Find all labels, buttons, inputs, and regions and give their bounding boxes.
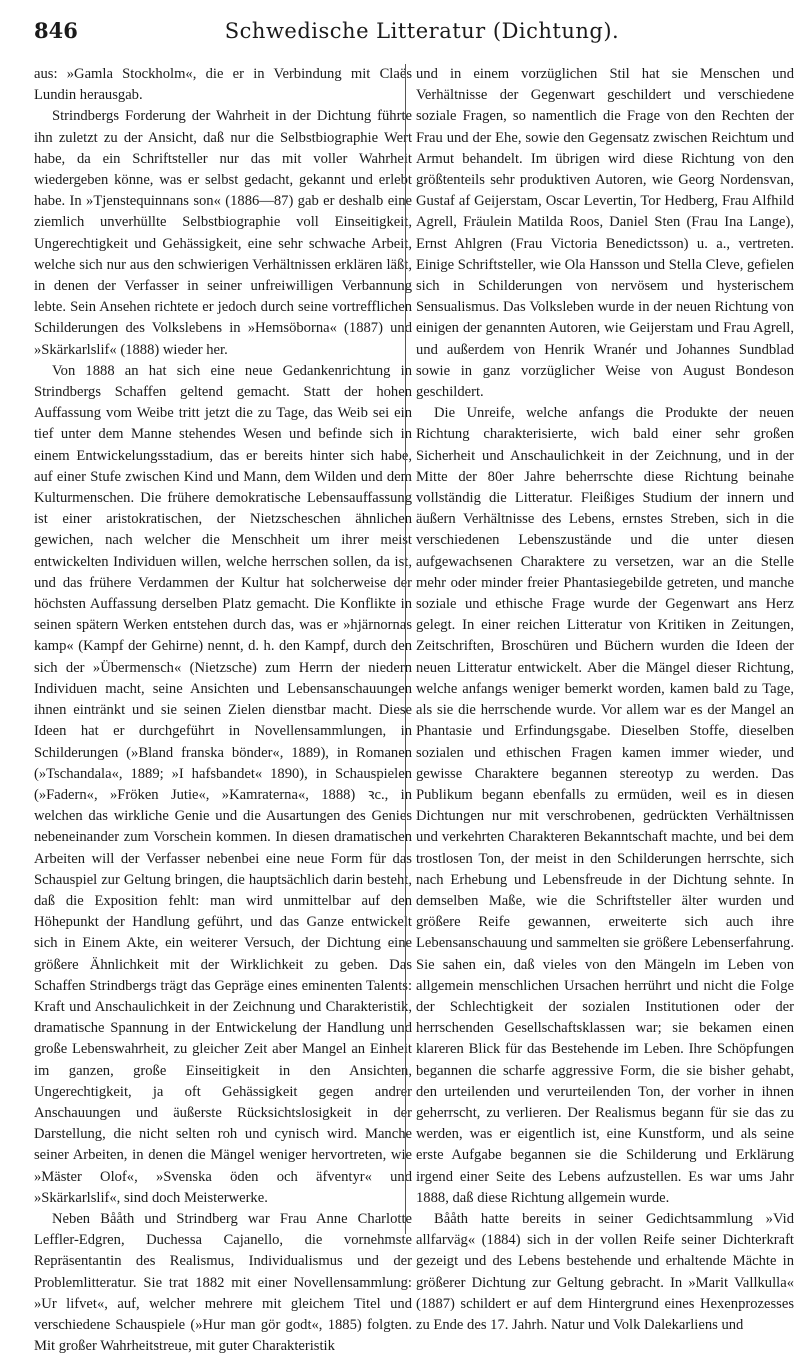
paragraph: Die Unreife, welche anfangs die Produkte der neuen Richtung charakterisierte, wich bald einer sehr großen Sicherheit und Anschaulichkeit in der Zeichnung, und in der Mitte der 80er Jahre beherrschte diese Richtung beinahe vollständig die Litteratur. Fleißiges Studium der innern und äußern Verhältnisse des Lebens, ernstes Streben, sich in die verschiedenen Lebenszustände und die unter diesen aufgewachsenen Charaktere zu versetzen, war an die Stelle mehr oder minder freier Phantasiegebilde getreten, und manche soziale und ethische Frage wurde der Gegenwart ans Herz gelegt. In einer reichen Litteratur von Kritiken in Zeitungen, Zeitschriften, Broschüren und Büchern wurden die Ideen der neuen Litteratur entwickelt. Aber die Mängel dieser Richtung, welche anfangs weniger bemerkt worden, kamen bald zu Tage, als sie die herrschende wurde. Vor allem war es der Mangel an Phantasie und Erfindungsgabe. Dieselben Stoffe, dieselben sozialen und ethischen Fragen kamen immer wieder, und gewisse Charaktere begannen stereotyp zu werden. Das Publikum begann ebenfalls zu ermüden, weil es in diesen Dichtungen nur mit verschrobenen, gedrückten Verhältnissen und verkehrten Charakteren Bekanntschaft machte, und bei dem trostlosen Ton, der meist in den Schilderungen herrschte, sich nach Erhebung und Lebensfreude in der Dichtung sehnte. In demselben Maße, wie die Schriftsteller älter wurden und größere Reife gewannen, erweiterte sich auch ihre Lebensanschauung und sammelten sie größere Lebenserfahrung. Sie sahen ein, daß vieles von den Mängeln im Leben von allgemein menschlichen Ursachen herrührt und nicht die Folge der Schlechtigkeit der sozialen Institutionen oder der herrschenden Gesellschaftsklassen war; sie bekamen einen klareren Blick für das Bestehende im Leben. Ihre Schöpfungen begannen die scharfe aggressive Form, die sie bisher gehabt, den urteilenden und verurteilenden Ton, der vorher in ihnen geherrscht, zu verlieren. Der Realismus begann für sie das zu werden, was er eigentlich ist, eine Kunstform, und als seine erste Aufgabe begannen sie die Schilderung und Erklärung irgend einer Seite des Lebens aufzustellen. Es war ums Jahr 1888, daß diese Richtung allgemein wurde. xyxy=(416,405,794,1206)
paragraph: Neben Bååth und Strindberg war Frau Anne Charlotte Leffler-Edgren, Duchessa Cajanello, die vornehmste Repräsentantin des Realismus, Individualismus und der Problemlitteratur. Sie trat 1882 mit einer Novellensammlung: »Ur lifvet«, auf, welcher mehrere mit gleichem Titel und verschiedene Schauspiele (»Hur man gör godt«, 1885) folgten. Mit großer Wahrheitstreue, mit guter Charakteristik xyxy=(34,1210,412,1355)
paragraph: Strindbergs Forderung der Wahrheit in der Dichtung führte ihn zuletzt zu der Ansicht, daß nur die Selbstbiographie Wert habe, da ein Schriftsteller nur das mit voller Wahrheit wiedergeben könne, was er selbst gedacht, gekannt und erlebt habe. In »Tjenstequinnans son« (1886—87) gab er deshalb eine ziemlich unverhüllte Selbstbiographie voll Einseitigkeit, Ungerechtigkeit und Gehässigkeit, eine sehr schwache Arbeit, welche sich nur aus den schwierigen Verhältnissen erklären läßt, in denen der Verfasser in seiner unfreiwilligen Verbannung lebte. Sein Ansehen richtete er jedoch durch seine vortrefflichen Schilderungen des Volkslebens in »Hemsöborna« (1887) und »Skärkarlslif« (1888) wieder her. xyxy=(34,108,412,358)
right-column xyxy=(416,64,794,1333)
paragraph: Bååth hatte bereits in seiner Gedichtsammlung »Vid allfarväg« (1884) sich in der vollen Reife seiner Dichterkraft gezeigt und des Lebens bestehende und erhaltende Mächte in größerer Dichtung zur Geltung gebracht. In »Marit Vallkulla« (1887) schildert er auf dem Hintergrund eines Hexenprozesses zu Ende des 17. Jahrh. Natur und Volk Dalekarliens und xyxy=(416,1210,794,1333)
page-header xyxy=(34,18,770,52)
paragraph: Von 1888 an hat sich eine neue Gedankenrichtung in Strindbergs Schaffen geltend gemacht. Statt der hohen Auffassung vom Weibe tritt jetzt die zu Tage, das Weib sei ein tief unter dem Manne stehendes Wesen und befinde sich in einem Entwickelungsstadium, das er bereits hinter sich habe, auf einer Stufe zwischen Kind und Mann, dem Wilden und dem Kulturmenschen. Die frühere demokratische Lebensauffassung ist einer aristokratischen, der Nietzscheschen ähnlichen gewichen, nach welcher die Menschheit um ihrer meist entwickelten Individuen willen, welche herrschen sollen, da ist, und das frühere Verdammen der Kultur hat solcherweise der höchsten Auffassung derselben Platz gemacht. Die Konflikte in seinen spätern Werken entstehen durch das, was er »hjärnornas kamp« (Kampf der Gehirne) nennt, d. h. den Kampf, durch den sich der »Übermensch« (Nietzsche) zum Herrn der niedern Individuen macht, seine Ansichten und Lebensanschauungen ihnen eintränkt und sie seinen Zielen dienstbar macht. Diese Ideen hat er durchgeführt in Novellensammlungen, in Schilderungen (»Bland franska bönder«, 1889), in Romanen (»Tschandala«, 1889; »I hafsbandet« 1890), in Schauspielen (»Fadern«, »Fröken Jutie«, »Kamraterna«, 1888) ꝛc., in welchen das wirkliche Genie und die Ausartungen des Genies nebeneinander zum Vorschein kommen. In diesen dramatischen Arbeiten will der Verfasser nebenbei eine neue Form für das Schauspiel zur Geltung bringen, die hauptsächlich darin besteht, daß die Exposition fehlt: man wird unmittelbar auf den Höhepunkt der Handlung geführt, und das Ganze entwickelt sich in Einem Akte, ein weiterer Versuch, der Dichtung eine größere Ähnlichkeit mit der Wirklichkeit zu geben. Das Schaffen Strindbergs trägt das Gepräge eines eminenten Talents: Kraft und Anschaulichkeit in der Zeichnung und Charakteristik, dramatische Spannung in der Entwickelung der Handlung und große Lebenswahrheit, zu gleicher Zeit aber Mangel an Einheit im ganzen, große Einseitigkeit in den Ansichten, Ungerechtigkeit, ja oft Gehässigkeit gegen andrer Anschauungen und äußerste Rücksichtslosigkeit in der Darstellung, die nicht selten roh und cynisch wird. Manche seiner Arbeiten, in denen die Mängel weniger hervortreten, wie »Mäster Olof«, »Svenska öden och äfventyr« und »Skärkarlslif«, sind doch Meisterwerke. xyxy=(34,362,412,1206)
paragraph: aus: »Gamla Stockholm«, die er in Verbindung mit Claës Lundin herausgab. xyxy=(34,66,412,104)
paragraph: und in einem vorzüglichen Stil hat sie Menschen und Verhältnisse der Gegenwart geschildert und verschiedene soziale Fragen, so namentlich die Frage von den Rechten der Frau und der Ehe, sowie den Gegensatz zwischen Reichtum und Armut behandelt. Im übrigen wird diese Richtung von den größtenteils sehr produktiven Autoren, wie Georg Nordensvan, Gustaf af Geijerstam, Oscar Levertin, Tor Hedberg, Frau Alfhild Agrell, Fräulein Matilda Roos, Daniel Sten (Frau Ina Lange), Ernst Ahlgren (Frau Victoria Benedictsson) u. a., vertreten. Einige Schriftsteller, wie Ola Hansson und Stella Cleve, gefielen sich in Schilderungen von nervösem und hysterischem Sensualismus. Das Volksleben wurde in der neuen Richtung von einigen der genannten Autoren, wie Geijerstam und Frau Agrell, und außerdem von Henrik Wranér und Johannes Sundblad sowie in ganz vorzüglicher Weise von August Bondeson geschildert. xyxy=(416,66,794,401)
page-number: 846 xyxy=(34,18,78,43)
column-divider xyxy=(405,64,406,1234)
left-column xyxy=(34,64,412,1355)
running-title: Schwedische Litteratur (Dichtung). xyxy=(224,19,620,43)
